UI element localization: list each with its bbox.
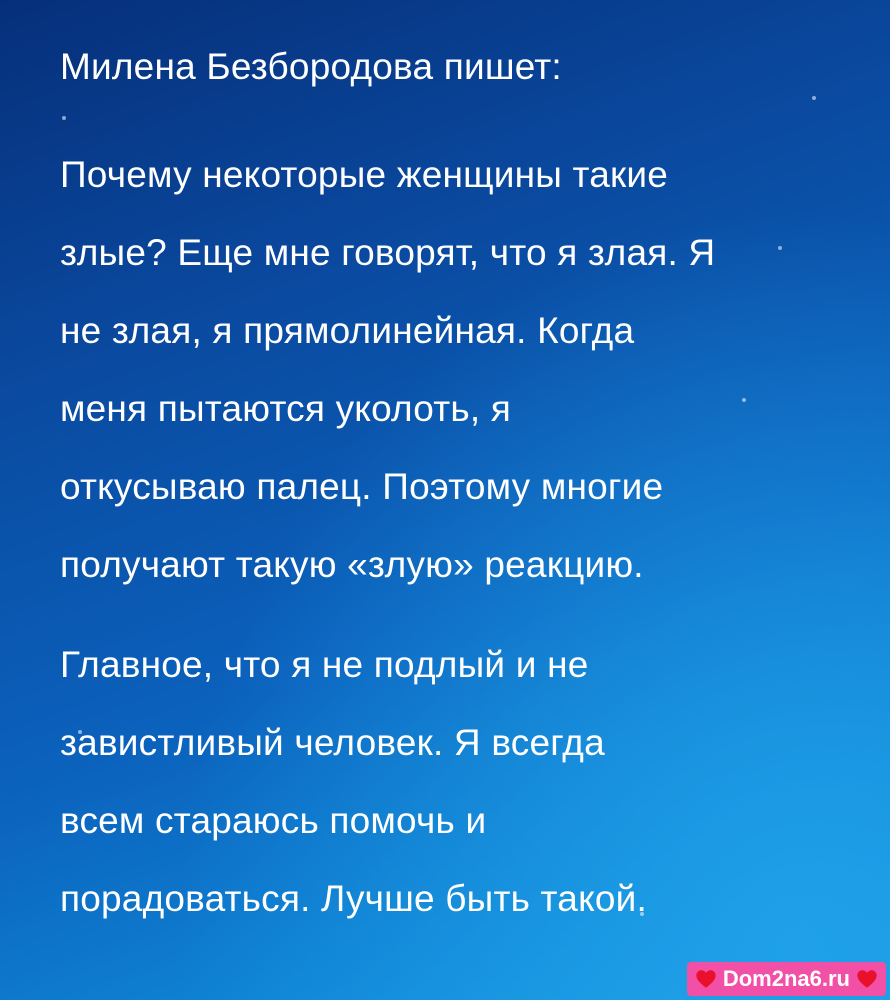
- text-line: завистливый человек. Я всегда: [60, 722, 605, 763]
- text-line: злые? Еще мне говорят, что я злая. Я: [60, 232, 716, 273]
- watermark-text: Dom2na6.ru: [722, 966, 850, 991]
- text-line: меня пытаются уколоть, я: [60, 388, 512, 429]
- heart-icon: [695, 968, 717, 990]
- watermark-badge: [687, 962, 886, 996]
- text-line: получают такую «злую» реакцию.: [60, 544, 644, 585]
- paragraph-2: [60, 626, 860, 938]
- text-line: всем стараюсь помочь и: [60, 800, 487, 841]
- author-line: Милена Безбородова пишет:: [60, 46, 562, 87]
- text-line: Почему некоторые женщины такие: [60, 154, 669, 195]
- post-text: [60, 32, 860, 938]
- text-line: не злая, я прямолинейная. Когда: [60, 310, 635, 351]
- paragraph-1: [60, 136, 860, 604]
- text-line: порадоваться. Лучше быть такой.: [60, 878, 647, 919]
- text-line: Главное, что я не подлый и не: [60, 644, 589, 685]
- text-line: откусываю палец. Поэтому многие: [60, 466, 664, 507]
- heart-icon: [856, 968, 878, 990]
